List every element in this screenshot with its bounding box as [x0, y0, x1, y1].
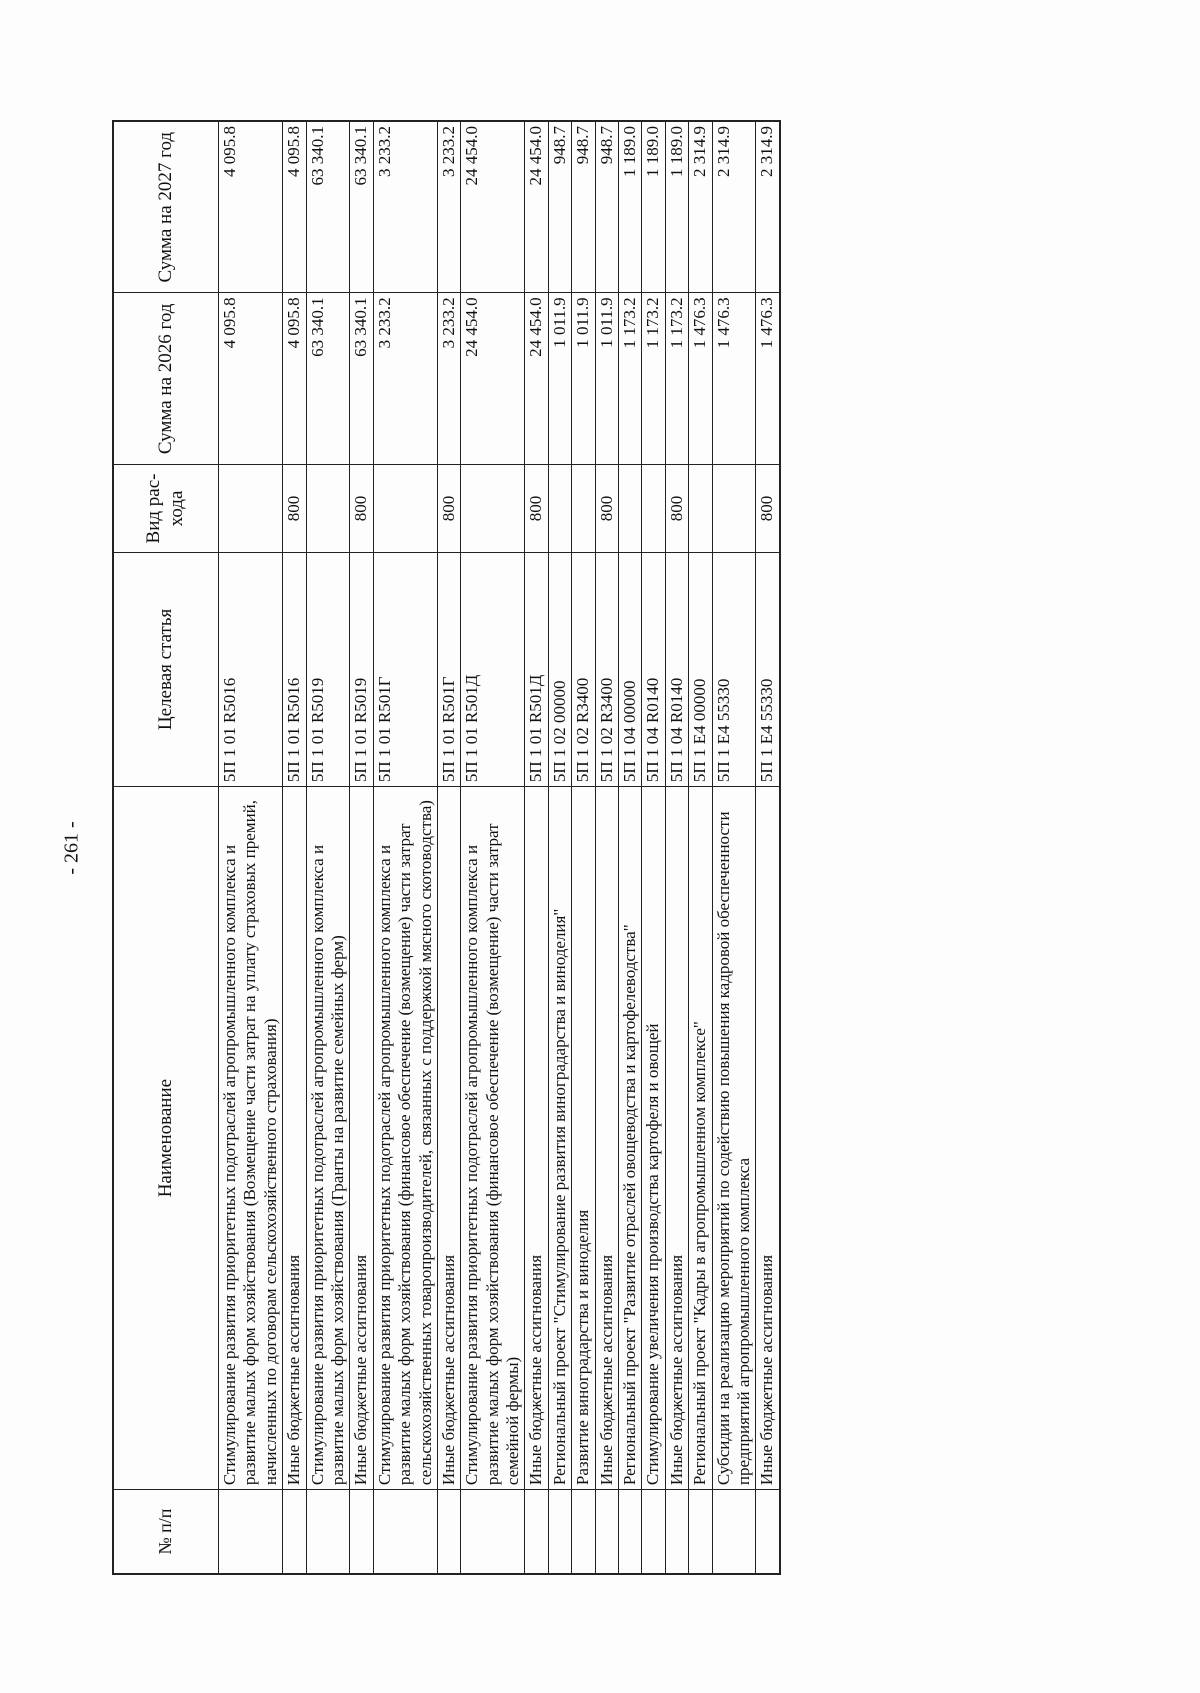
page-number: - 261 - — [60, 821, 83, 875]
row-sum-2027: 2 314.9 — [689, 121, 712, 293]
header-name: Наименование — [113, 787, 219, 1490]
row-expense-type: 800 — [350, 465, 373, 552]
row-name: Стимулирование развития приоритетных подотраслей агропромышленного комплекса и развитие малых форм хозяйствования (финансовое обеспечение (возмещение) части затрат сельскохозяйственных товаропроизводителей, связанных с поддержкой мясного скотоводства) — [373, 787, 437, 1490]
row-number — [572, 1490, 595, 1574]
budget-table — [112, 120, 781, 1575]
row-expense-type: 800 — [437, 465, 460, 552]
header-code: Целевая статья — [113, 552, 219, 786]
row-name: Иные бюджетные ассигнования — [283, 787, 306, 1490]
row-expense-type: 800 — [665, 465, 688, 552]
row-sum-2027: 24 454.0 — [461, 121, 525, 293]
row-target-article: 5П 1 Е4 00000 — [689, 552, 712, 786]
row-sum-2027: 1 189.0 — [665, 121, 688, 293]
row-expense-type — [219, 465, 283, 552]
table-row — [283, 121, 306, 1574]
row-target-article: 5П 1 01 R5016 — [219, 552, 283, 786]
row-target-article: 5П 1 01 R501Г — [373, 552, 437, 786]
row-sum-2026: 1 476.3 — [689, 293, 712, 465]
row-name: Субсидии на реализацию мероприятий по содействию повышения кадровой обеспеченности предприятий агропромышленного комплекса — [712, 787, 756, 1490]
row-name: Иные бюджетные ассигнования — [350, 787, 373, 1490]
row-sum-2026: 1 476.3 — [712, 293, 756, 465]
row-name: Иные бюджетные ассигнования — [595, 787, 618, 1490]
row-number — [642, 1490, 665, 1574]
row-target-article: 5П 1 01 R501Д — [461, 552, 525, 786]
row-sum-2027: 2 314.9 — [712, 121, 756, 293]
row-sum-2026: 1 476.3 — [756, 293, 780, 465]
row-sum-2026: 24 454.0 — [525, 293, 548, 465]
table-row — [756, 121, 780, 1574]
table-row — [712, 121, 756, 1574]
row-sum-2026: 1 011.9 — [548, 293, 571, 465]
row-name: Иные бюджетные ассигнования — [665, 787, 688, 1490]
row-sum-2027: 2 314.9 — [756, 121, 780, 293]
row-number — [595, 1490, 618, 1574]
row-expense-type — [548, 465, 571, 552]
row-name: Стимулирование развития приоритетных подотраслей агропромышленного комплекса и развитие малых форм хозяйствования (Гранты на развитие семейных ферм) — [306, 787, 350, 1490]
table-body — [219, 121, 780, 1574]
row-name: Стимулирование развития приоритетных подотраслей агропромышленного комплекса и развитие малых форм хозяйствования (Возмещение части затрат на уплату страховых премий, начисленных по договорам сельскохозяйственного страхования) — [219, 787, 283, 1490]
table-row — [437, 121, 460, 1574]
row-expense-type: 800 — [595, 465, 618, 552]
row-sum-2027: 1 189.0 — [642, 121, 665, 293]
table-row — [525, 121, 548, 1574]
row-number — [525, 1490, 548, 1574]
table-row — [219, 121, 283, 1574]
table-header-row — [113, 121, 219, 1574]
row-expense-type: 800 — [756, 465, 780, 552]
row-sum-2026: 1 173.2 — [619, 293, 642, 465]
row-name: Иные бюджетные ассигнования — [756, 787, 780, 1490]
row-target-article: 5П 1 04 00000 — [619, 552, 642, 786]
row-target-article: 5П 1 04 R0140 — [665, 552, 688, 786]
row-expense-type — [373, 465, 437, 552]
table-row — [350, 121, 373, 1574]
row-sum-2027: 4 095.8 — [283, 121, 306, 293]
row-sum-2027: 24 454.0 — [525, 121, 548, 293]
row-number — [665, 1490, 688, 1574]
table-row — [548, 121, 571, 1574]
row-name: Региональный проект "Развитие отраслей овощеводства и картофелеводства" — [619, 787, 642, 1490]
row-sum-2026: 24 454.0 — [461, 293, 525, 465]
row-sum-2026: 63 340.1 — [306, 293, 350, 465]
row-name: Стимулирование увеличения производства картофеля и овощей — [642, 787, 665, 1490]
row-sum-2027: 63 340.1 — [306, 121, 350, 293]
row-name: Региональный проект "Стимулирование развития виноградарства и виноделия" — [548, 787, 571, 1490]
row-number — [712, 1490, 756, 1574]
row-target-article: 5П 1 04 R0140 — [642, 552, 665, 786]
header-sum-2027: Сумма на 2027 год — [113, 121, 219, 293]
row-target-article: 5П 1 Е4 55330 — [756, 552, 780, 786]
row-name: Иные бюджетные ассигнования — [525, 787, 548, 1490]
rotated-table-container — [112, 120, 1200, 1575]
row-sum-2026: 3 233.2 — [373, 293, 437, 465]
row-sum-2027: 3 233.2 — [373, 121, 437, 293]
row-number — [619, 1490, 642, 1574]
row-number — [283, 1490, 306, 1574]
row-sum-2026: 4 095.8 — [219, 293, 283, 465]
row-expense-type: 800 — [283, 465, 306, 552]
row-expense-type — [461, 465, 525, 552]
row-expense-type — [306, 465, 350, 552]
row-target-article: 5П 1 02 00000 — [548, 552, 571, 786]
row-target-article: 5П 1 02 R3400 — [595, 552, 618, 786]
row-sum-2026: 1 173.2 — [642, 293, 665, 465]
table-row — [642, 121, 665, 1574]
table-row — [689, 121, 712, 1574]
row-target-article: 5П 1 02 R3400 — [572, 552, 595, 786]
row-sum-2027: 948.7 — [548, 121, 571, 293]
row-target-article: 5П 1 01 R5016 — [283, 552, 306, 786]
row-number — [756, 1490, 780, 1574]
row-sum-2027: 1 189.0 — [619, 121, 642, 293]
header-no: № п/п — [113, 1490, 219, 1574]
row-number — [350, 1490, 373, 1574]
row-name: Стимулирование развития приоритетных подотраслей агропромышленного комплекса и развитие малых форм хозяйствования (финансовое обеспечение (возмещение) части затрат семейной фермы) — [461, 787, 525, 1490]
row-number — [689, 1490, 712, 1574]
header-kind: Вид рас-хода — [113, 465, 219, 552]
row-name: Развитие виноградарства и виноделия — [572, 787, 595, 1490]
row-number — [373, 1490, 437, 1574]
row-name: Иные бюджетные ассигнования — [437, 787, 460, 1490]
row-target-article: 5П 1 Е4 55330 — [712, 552, 756, 786]
row-target-article: 5П 1 01 R5019 — [306, 552, 350, 786]
row-sum-2026: 1 011.9 — [595, 293, 618, 465]
header-sum-2026: Сумма на 2026 год — [113, 293, 219, 465]
row-number — [461, 1490, 525, 1574]
row-target-article: 5П 1 01 R5019 — [350, 552, 373, 786]
row-sum-2027: 948.7 — [572, 121, 595, 293]
table-row — [665, 121, 688, 1574]
row-sum-2026: 1 173.2 — [665, 293, 688, 465]
row-number — [548, 1490, 571, 1574]
row-sum-2027: 63 340.1 — [350, 121, 373, 293]
row-sum-2026: 4 095.8 — [283, 293, 306, 465]
row-expense-type — [642, 465, 665, 552]
row-sum-2026: 63 340.1 — [350, 293, 373, 465]
row-sum-2026: 1 011.9 — [572, 293, 595, 465]
row-target-article: 5П 1 01 R501Д — [525, 552, 548, 786]
row-expense-type — [712, 465, 756, 552]
row-expense-type — [572, 465, 595, 552]
row-number — [437, 1490, 460, 1574]
table-row — [619, 121, 642, 1574]
table-row — [461, 121, 525, 1574]
row-number — [306, 1490, 350, 1574]
row-expense-type — [619, 465, 642, 552]
table-row — [572, 121, 595, 1574]
table-row — [595, 121, 618, 1574]
row-sum-2027: 948.7 — [595, 121, 618, 293]
row-expense-type — [689, 465, 712, 552]
row-expense-type: 800 — [525, 465, 548, 552]
row-sum-2026: 3 233.2 — [437, 293, 460, 465]
row-sum-2027: 3 233.2 — [437, 121, 460, 293]
row-sum-2027: 4 095.8 — [219, 121, 283, 293]
row-name: Региональный проект "Кадры в агропромышленном комплексе" — [689, 787, 712, 1490]
row-target-article: 5П 1 01 R501Г — [437, 552, 460, 786]
table-row — [306, 121, 350, 1574]
row-number — [219, 1490, 283, 1574]
table-row — [373, 121, 437, 1574]
